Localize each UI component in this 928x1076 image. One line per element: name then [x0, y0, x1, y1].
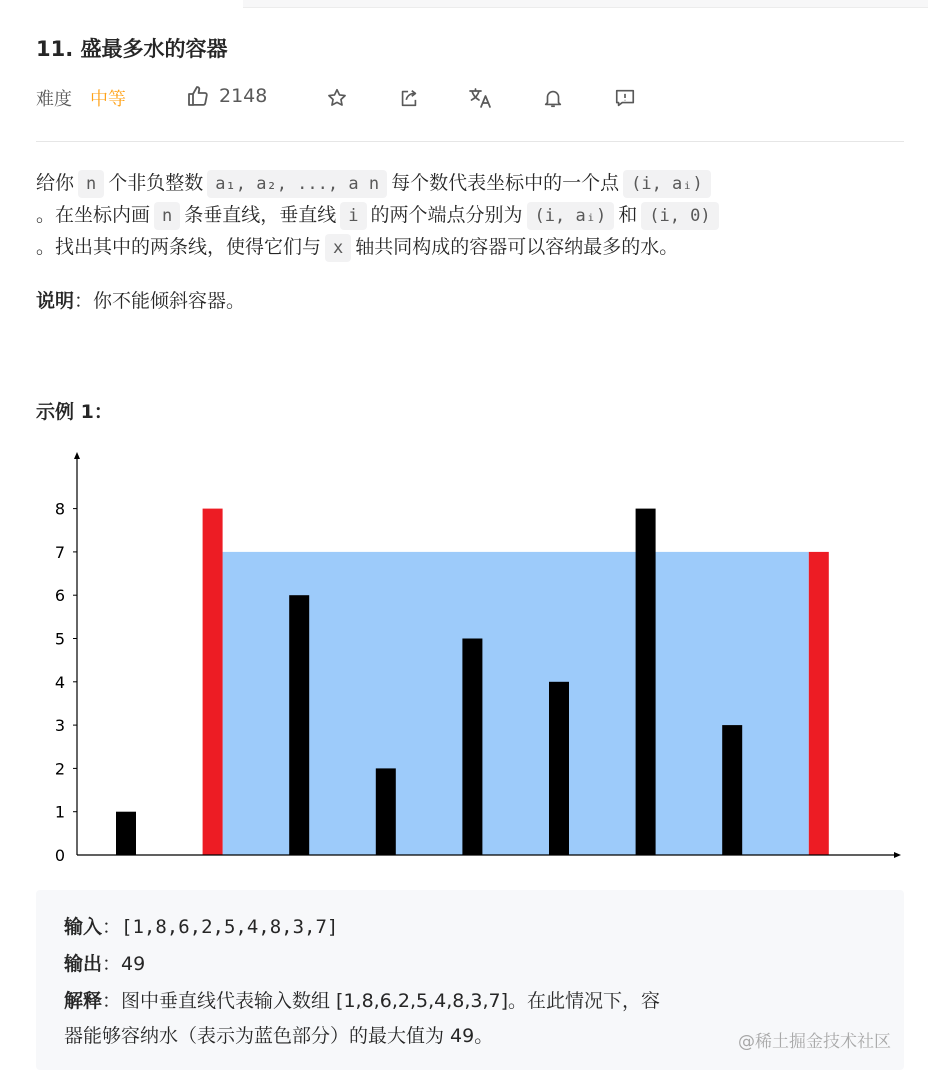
thumbs-up-icon	[186, 84, 210, 108]
favorite-button[interactable]	[324, 84, 350, 112]
bar-6	[636, 509, 656, 855]
share-button[interactable]	[396, 84, 422, 112]
y-tick-label: 4	[54, 672, 66, 692]
output-value: ：49	[102, 953, 146, 975]
y-axis-arrow	[74, 452, 80, 459]
input-label: 输入	[64, 916, 103, 938]
bar-5	[549, 682, 569, 855]
explanation-text: ：图中垂直线代表输入数组 [1,8,6,2,5,4,8,3,7]。在此情况下，容	[102, 990, 660, 1012]
difficulty	[36, 84, 126, 112]
bar-highlight-1	[203, 509, 223, 855]
y-tick-label: 3	[54, 716, 66, 736]
bar-4	[462, 639, 482, 856]
code-i: i	[340, 202, 366, 230]
note-label: 说明	[36, 290, 75, 312]
bar-0	[116, 812, 136, 855]
input-value: ：[1,8,6,2,5,4,8,3,7]	[102, 916, 339, 938]
like-count: 2148	[219, 85, 268, 107]
translate-button[interactable]	[468, 84, 494, 112]
description-line-1: 给你 n 个非负整数 a₁, a₂, ..., a n 每个数代表坐标中的一个点 (i, aᵢ)	[36, 171, 715, 196]
feedback-button[interactable]	[612, 84, 638, 112]
bar-2	[289, 595, 309, 855]
header-divider	[36, 141, 904, 142]
code-endpoint-bottom: (i, 0)	[641, 202, 718, 230]
y-tick-label: 8	[54, 499, 66, 519]
bar-3	[376, 768, 396, 855]
note-text: ：你不能倾斜容器。	[74, 290, 246, 312]
y-tick-label: 2	[54, 759, 66, 779]
description-line-3: 。找出其中的两条线，使得它们与 x 轴共同构成的容器可以容纳最多的水。	[36, 235, 678, 260]
bell-icon	[542, 87, 564, 109]
difficulty-value: 中等	[90, 89, 126, 110]
y-tick-label: 1	[54, 802, 66, 822]
explanation-label: 解释	[64, 990, 103, 1012]
code-endpoint-top: (i, aᵢ)	[527, 202, 615, 230]
example-output	[64, 949, 145, 976]
container-chart	[36, 445, 916, 875]
y-tick-label: 6	[54, 586, 66, 606]
share-icon	[398, 87, 420, 109]
subscribe-button[interactable]	[540, 84, 566, 112]
example-heading: 示例 1：	[36, 401, 113, 423]
top-strip	[243, 0, 928, 8]
feedback-icon	[613, 87, 637, 109]
problem-title: 11. 盛最多水的容器	[36, 37, 228, 61]
bar-highlight-8	[809, 552, 829, 855]
difficulty-label: 难度	[36, 89, 72, 110]
star-icon	[326, 87, 348, 109]
x-axis-arrow	[894, 852, 901, 858]
y-tick-label: 0	[54, 846, 66, 865]
like-button[interactable]	[186, 84, 267, 108]
y-tick-label: 5	[54, 629, 66, 649]
example-explanation-line-1	[64, 986, 660, 1013]
code-n: n	[78, 170, 104, 198]
description-line-2: 。在坐标内画 n 条垂直线，垂直线 i 的两个端点分别为 (i, aᵢ) 和 (i, 0)	[36, 203, 723, 228]
output-label: 输出	[64, 953, 103, 975]
note	[36, 289, 245, 313]
y-tick-label: 7	[54, 542, 66, 562]
example-input	[64, 912, 338, 939]
watermark: @稀土掘金技术社区	[738, 1032, 891, 1052]
bar-7	[722, 725, 742, 855]
code-point: (i, aᵢ)	[623, 170, 711, 198]
translate-icon	[468, 86, 494, 110]
water-area	[223, 552, 809, 855]
code-x: x	[325, 234, 351, 262]
code-n: n	[154, 202, 180, 230]
code-sequence: a₁, a₂, ..., a n	[207, 170, 387, 198]
example-explanation-line-2: 器能够容纳水（表示为蓝色部分）的最大值为 49。	[64, 1025, 494, 1047]
